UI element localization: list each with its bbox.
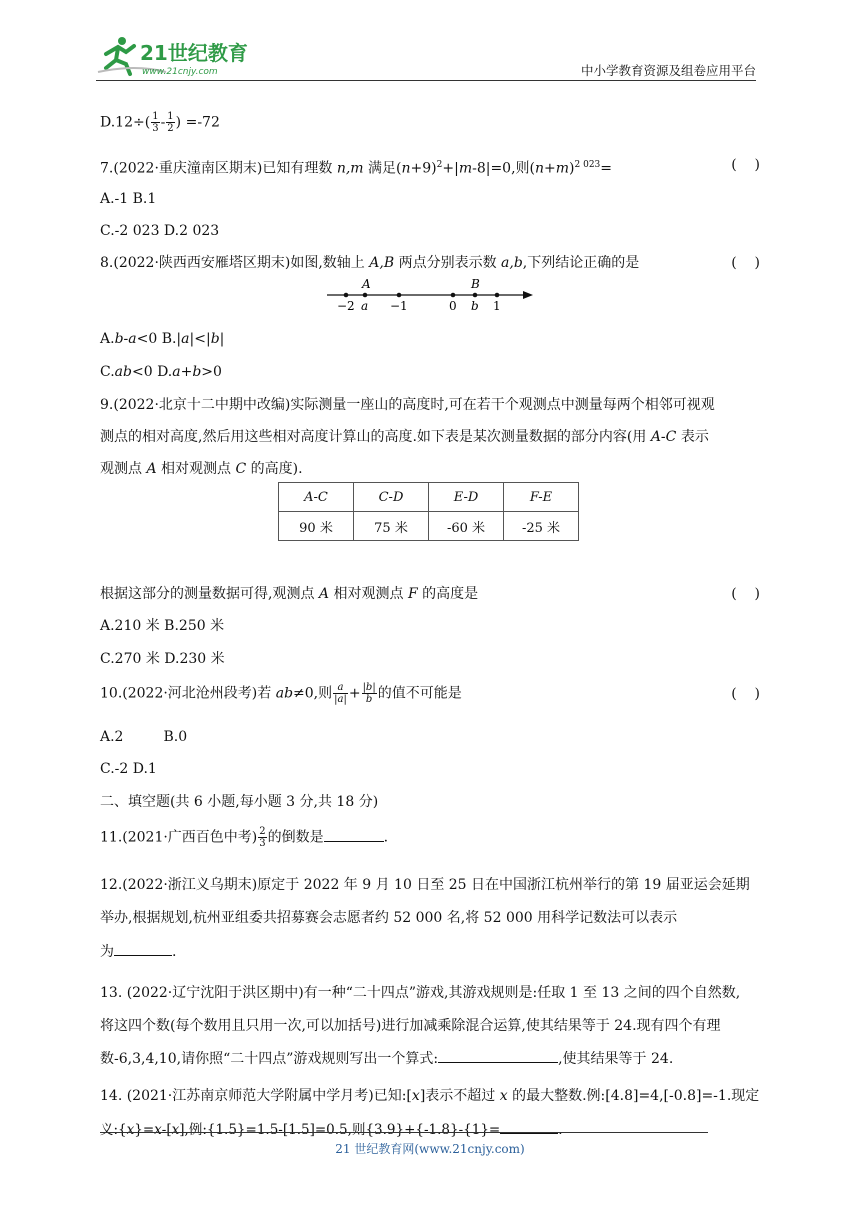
point-b-value: b [471, 299, 479, 313]
q9-options-cd: C.270 米 D.230 米 [100, 651, 225, 667]
q9-answer-paren: ( ) [731, 586, 760, 602]
q14-line2: 义:{x}=x-[x],例:{1.5}=1.5-[1.5]=0.5,则{3.9}+{-1.8}-{1}= . [100, 1119, 563, 1140]
platform-name: 中小学教育资源及组卷应用平台 [580, 63, 756, 78]
q7-options-cd: C.-2 023 D.2 023 [100, 223, 220, 239]
tick-label-neg2: −2 [337, 299, 355, 313]
point-b-dot [473, 293, 478, 298]
tick-label-1: 1 [493, 299, 501, 313]
measurement-table [278, 482, 579, 541]
table-cell: -25 米 [504, 512, 579, 541]
q10-stem: 10.(2022·河北沧州段考)若 ab≠0,则 $\frac{a}{|a|}$ + $\frac{|b|}{b}$ 的值不可能是 [100, 682, 462, 705]
table-header-cell: C-D [354, 483, 429, 512]
q8-options-ab: A.b-a<0 B.|a|<|b| [100, 331, 225, 347]
point-a-dot [363, 293, 368, 298]
table-header-cell: A-C [279, 483, 354, 512]
footer-text[interactable]: 21 世纪教育网(www.21cnjy.com) [335, 1142, 525, 1156]
q9-stem-line2: 测点的相对高度,然后用这些相对高度计算山的高度.如下表是某次测量数据的部分内容(用 A-C 表示 [100, 429, 709, 445]
table-cell: 90 米 [279, 512, 354, 541]
header-divider [96, 80, 756, 81]
tick-dot-neg2 [344, 293, 349, 298]
q6-option-d: D.12÷( $\frac{1}{3}$ - $\frac{1}{2}$ ) =-72 [100, 111, 220, 134]
svg-text:www.21cnjy.com: www.21cnjy.com [142, 67, 218, 77]
answer-blank[interactable] [438, 1048, 558, 1063]
q11-stem: 11.(2021·广西百色中考) $\frac{2}{3}$ 的倒数是 . [100, 826, 389, 849]
q12-line2: 举办,根据规划,杭州亚组委共招募赛会志愿者约 52 000 名,将 52 000 用科学记数法可以表示 [100, 910, 678, 926]
tick-dot-neg1 [397, 293, 402, 298]
q8-options-cd: C.ab<0 D.a+b>0 [100, 364, 222, 380]
point-a-value: a [361, 299, 369, 313]
tick-label-0: 0 [449, 299, 457, 313]
point-a-label: A [362, 277, 371, 291]
q13-line3: 数-6,3,4,10,请你照“二十四点”游戏规则写出一个算式: ,使其结果等于 24. [100, 1048, 673, 1069]
q9-options-ab: A.210 米 B.250 米 [100, 618, 225, 634]
number-line-figure [325, 275, 535, 315]
section-title: 二、填空题(共 6 小题,每小题 3 分,共 18 分) [100, 794, 379, 810]
svg-text:21世纪教育: 21世纪教育 [140, 41, 248, 65]
q9-stem-line3: 观测点 A 相对观测点 C 的高度). [100, 461, 303, 477]
q10-options-cd: C.-2 D.1 [100, 761, 157, 777]
table-header-cell: F-E [504, 483, 579, 512]
tick-dot-0 [451, 293, 456, 298]
q9-stem-line1: 9.(2022·北京十二中期中改编)实际测量一座山的高度时,可在若干个观测点中测量每两个相邻可视观 [100, 397, 715, 413]
q14-line1: 14. (2021·江苏南京师范大学附属中学月考)已知:[x]表示不超过 x 的最大整数.例:[4.8]=4,[-0.8]=-1.现定 [100, 1088, 760, 1104]
q12-line1: 12.(2022·浙江义乌期末)原定于 2022 年 9 月 10 日至 25 日在中国浙江杭州举行的第 19 届亚运会延期 [100, 877, 750, 893]
footer-divider [100, 1132, 708, 1133]
tick-dot-1 [495, 293, 500, 298]
q12-line3: 为 . [100, 941, 176, 962]
q7-stem: 7.(2022·重庆潼南区期末)已知有理数 n,m 满足$(n+9)^2+|m-8|=0$,则$(n+m)^{2 023}=$ [100, 160, 612, 177]
q10-options-ab: A.2 B.0 [100, 729, 188, 745]
answer-blank[interactable] [324, 827, 384, 842]
q8-answer-paren: ( ) [731, 255, 760, 271]
q7-options-ab: A.-1 B.1 [100, 191, 157, 207]
table-cell: 75 米 [354, 512, 429, 541]
table-header-cell: E-D [429, 483, 504, 512]
answer-blank[interactable] [114, 941, 172, 956]
q13-line1: 13. (2022·辽宁沈阳于洪区期中)有一种“二十四点”游戏,其游戏规则是:任取 1 至 13 之间的四个自然数, [100, 985, 741, 1001]
table-row [279, 512, 579, 541]
axis-arrow [523, 291, 533, 299]
table-cell: -60 米 [429, 512, 504, 541]
q9-question: 根据这部分的测量数据可得,观测点 A 相对观测点 F 的高度是 [100, 586, 479, 602]
q13-line2: 将这四个数(每个数用且只用一次,可以加括号)进行加减乘除混合运算,使其结果等于 24.现有四个有理 [100, 1018, 721, 1034]
q8-stem: 8.(2022·陕西西安雁塔区期末)如图,数轴上 A,B 两点分别表示数 a,b,下列结论正确的是 [100, 255, 640, 271]
q10-answer-paren: ( ) [731, 686, 760, 702]
point-b-label: B [471, 277, 480, 291]
q7-answer-paren: ( ) [731, 157, 760, 173]
tick-label-neg1: −1 [390, 299, 408, 313]
table-header-row [279, 483, 579, 512]
site-logo [96, 34, 256, 78]
